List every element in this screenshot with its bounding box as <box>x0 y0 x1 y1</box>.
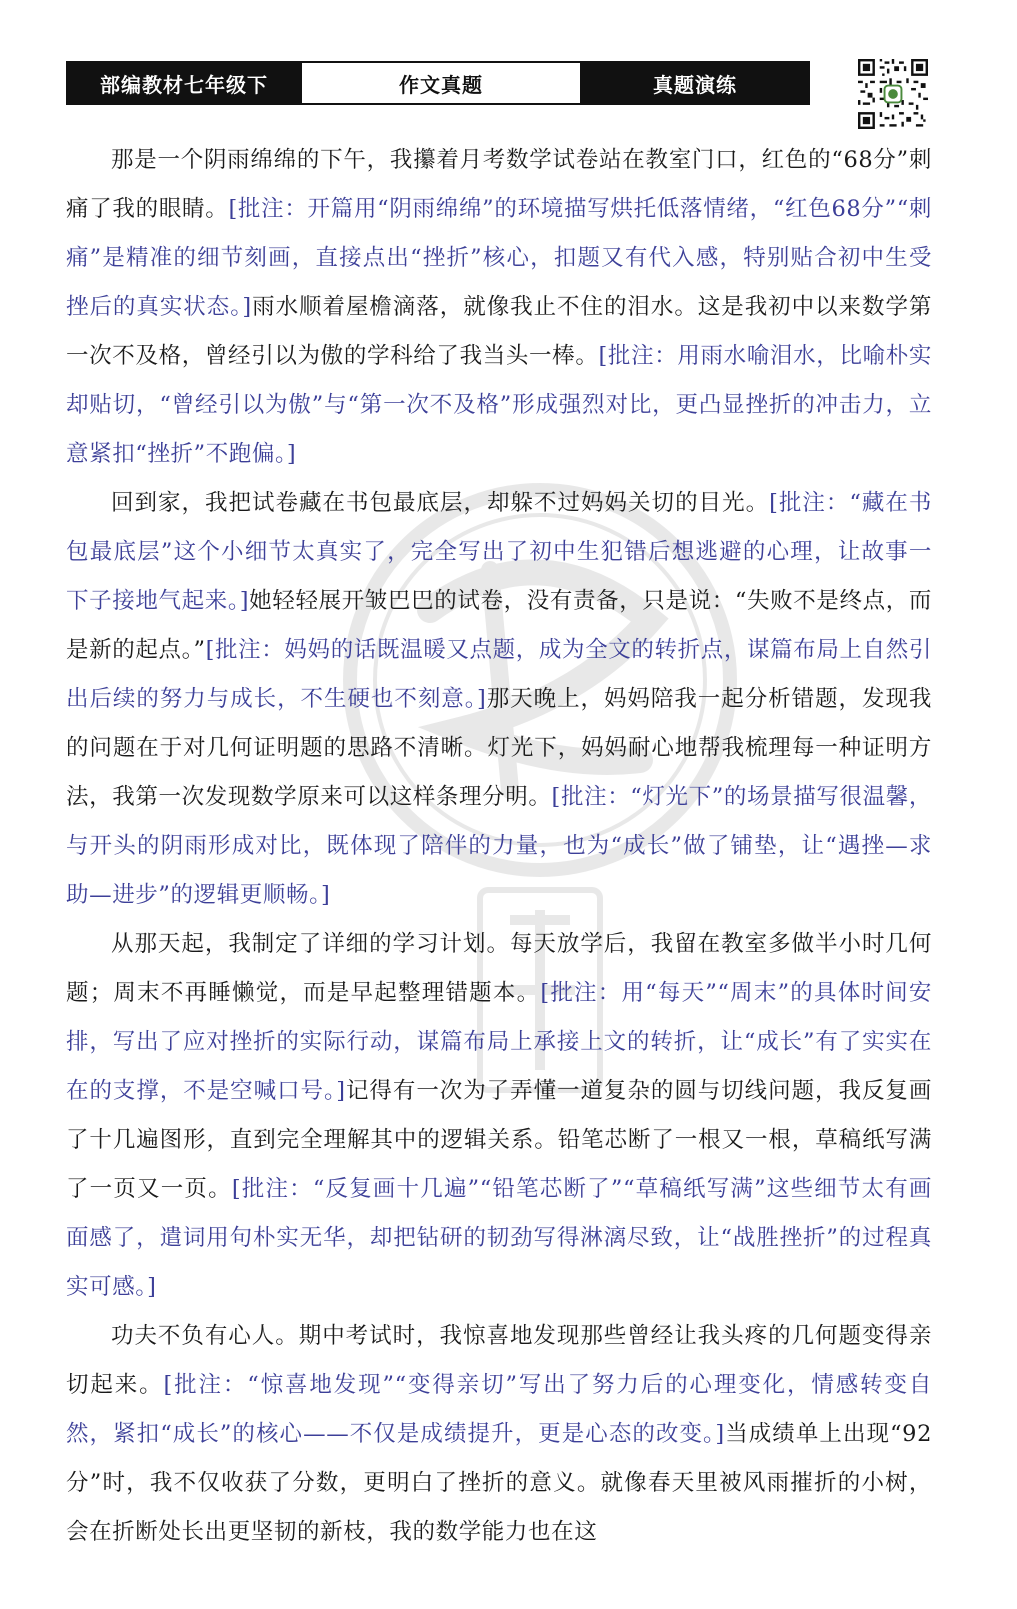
annotation-comment: [批注：开篇用“阴雨绵绵”的环境描写烘托低落情绪，“红色68分”“刺痛”是精准的细节刻画，直接点出“挫折”核心，扣题又有代入感，特别贴合初中生受挫后的真实状态。] <box>66 196 932 320</box>
essay-text: 雨水顺着屋檐滴落，就像我止不住的泪水。这是我初中以来数学第一次不及格，曾经引以为傲的学科给了我当头一棒。 <box>66 294 932 369</box>
qr-code-icon <box>858 59 928 129</box>
annotation-comment: [批注：“灯光下”的场景描写很温馨，与开头的阴雨形成对比，既体现了陪伴的力量，也为“成长”做了铺垫，让“遇挫—求助—进步”的逻辑更顺畅。] <box>66 784 932 908</box>
essay-text: 从那天起，我制定了详细的学习计划。每天放学后，我留在教室多做半小时几何题；周末不再睡懒觉，而是早起整理错题本。 <box>66 931 932 1006</box>
annotation-comment: [批注：妈妈的话既温暖又点题，成为全文的转折点，谋篇布局上自然引出后续的努力与成长，不生硬也不刻意。] <box>66 637 933 712</box>
annotation-comment: [批注：“藏在书包最底层”这个小细节太真实了，完全写出了初中生犯错后想逃避的心理，让故事一下子接地气起来。] <box>66 490 932 614</box>
essay-text: 那是一个阴雨绵绵的下午，我攥着月考数学试卷站在教室门口，红色的“68分”刺痛了我的眼睛。 <box>66 147 932 222</box>
essay-paragraph <box>66 136 932 479</box>
header-textbook-label: 部编教材七年级下 <box>68 63 300 103</box>
header-section-title: 作文真题 <box>300 63 582 103</box>
essay-text: 记得有一次为了弄懂一道复杂的圆与切线问题，我反复画了十几遍图形，直到完全理解其中的逻辑关系。铅笔芯断了一根又一根，草稿纸写满了一页又一页。 <box>66 1078 932 1202</box>
essay-text: 当成绩单上出现“92分”时，我不仅收获了分数，更明白了挫折的意义。就像春天里被风雨摧折的小树，会在折断处长出更坚韧的新枝，我的数学能力也在这 <box>66 1421 932 1545</box>
essay-text: 那天晚上，妈妈陪我一起分析错题，发现我的问题在于对几何证明题的思路不清晰。灯光下，妈妈耐心地帮我梳理每一种证明方法，我第一次发现数学原来可以这样条理分明。 <box>66 686 933 810</box>
header-practice-label: 真题演练 <box>582 63 808 103</box>
annotation-comment: [批注：用雨水喻泪水，比喻朴实却贴切，“曾经引以为傲”与“第一次不及格”形成强烈对比，更凸显挫折的冲击力，立意紧扣“挫折”不跑偏。] <box>66 343 932 467</box>
essay-text: 功夫不负有心人。期中考试时，我惊喜地发现那些曾经让我头疼的几何题变得亲切起来。 <box>66 1323 932 1398</box>
header-bar <box>66 61 810 105</box>
essay-paragraph <box>66 920 932 1312</box>
essay-paragraph <box>66 1312 932 1557</box>
essay-text: 她轻轻展开皱巴巴的试卷，没有责备，只是说：“失败不是终点，而是新的起点。” <box>66 588 932 663</box>
essay-body <box>66 136 932 1557</box>
essay-paragraph <box>66 479 932 920</box>
annotation-comment: [批注：“惊喜地发现”“变得亲切”写出了努力后的心理变化，情感转变自然，紧扣“成长”的核心——不仅是成绩提升，更是心态的改变。] <box>66 1372 932 1447</box>
annotation-comment: [批注：用“每天”“周末”的具体时间安排，写出了应对挫折的实际行动，谋篇布局上承接上文的转折，让“成长”有了实实在在的支撑，不是空喊口号。] <box>66 980 932 1104</box>
annotation-comment: [批注：“反复画十几遍”“铅笔芯断了”“草稿纸写满”这些细节太有画面感了，遣词用句朴实无华，却把钻研的韧劲写得淋漓尽致，让“战胜挫折”的过程真实可感。] <box>66 1176 932 1300</box>
essay-text: 回到家，我把试卷藏在书包最底层，却躲不过妈妈关切的目光。 <box>111 490 770 516</box>
